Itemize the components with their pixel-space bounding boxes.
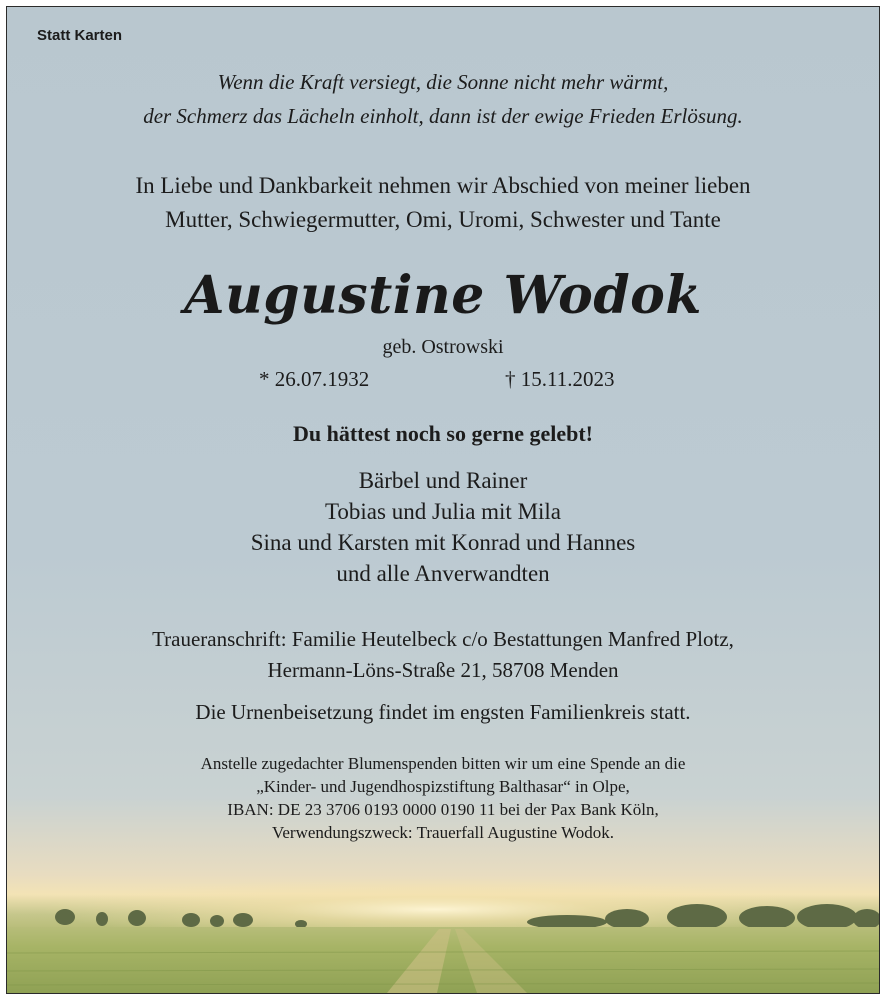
death-date: † 15.11.2023 xyxy=(505,367,615,391)
intro-line: Mutter, Schwiegermutter, Omi, Uromi, Schwester und Tante xyxy=(165,207,721,232)
intro-line: In Liebe und Dankbarkeit nehmen wir Abschied von meiner lieben xyxy=(135,173,751,198)
born-name: geb. Ostrowski xyxy=(382,336,504,358)
mourner-line: Tobias und Julia mit Mila xyxy=(324,499,562,524)
quote-line: der Schmerz das Lächeln einholt, dann ist der ewige Frieden Erlösung. xyxy=(143,104,743,128)
mourner-line: und alle Anverwandten xyxy=(336,561,550,586)
mourning-address xyxy=(7,624,879,686)
birth-date: * 26.07.1932 xyxy=(259,367,370,391)
header-label: Statt Karten xyxy=(37,27,123,44)
burial-notice: Die Urnenbeisetzung findet im engsten Familienkreis statt. xyxy=(195,700,691,724)
donation-line: IBAN: DE 23 3706 0193 0000 0190 11 bei der Pax Bank Köln, xyxy=(227,800,659,819)
mourner-line: Bärbel und Rainer xyxy=(358,468,528,493)
mourners-list xyxy=(7,465,879,589)
motto: Du hättest noch so gerne gelebt! xyxy=(292,421,594,446)
field-landscape-image xyxy=(7,853,880,993)
mourner-line: Sina und Karsten mit Konrad und Hannes xyxy=(250,530,636,555)
donation-request xyxy=(7,752,879,844)
quote-line: Wenn die Kraft versiegt, die Sonne nicht mehr wärmt, xyxy=(217,70,669,94)
deceased-name: Augustine Wodok xyxy=(184,265,702,326)
donation-line: Verwendungszweck: Trauerfall Augustine Wodok. xyxy=(271,823,615,842)
intro-text xyxy=(7,169,879,237)
address-line: Traueranschrift: Familie Heutelbeck c/o Bestattungen Manfred Plotz, xyxy=(152,627,734,651)
obituary-notice xyxy=(6,6,880,994)
address-line: Hermann-Löns-Straße 21, 58708 Menden xyxy=(267,658,619,682)
quote xyxy=(7,65,879,133)
donation-line: „Kinder- und Jugendhospizstiftung Balthasar“ in Olpe, xyxy=(256,777,630,796)
donation-line: Anstelle zugedachter Blumenspenden bitten wir um eine Spende an die xyxy=(200,754,686,773)
